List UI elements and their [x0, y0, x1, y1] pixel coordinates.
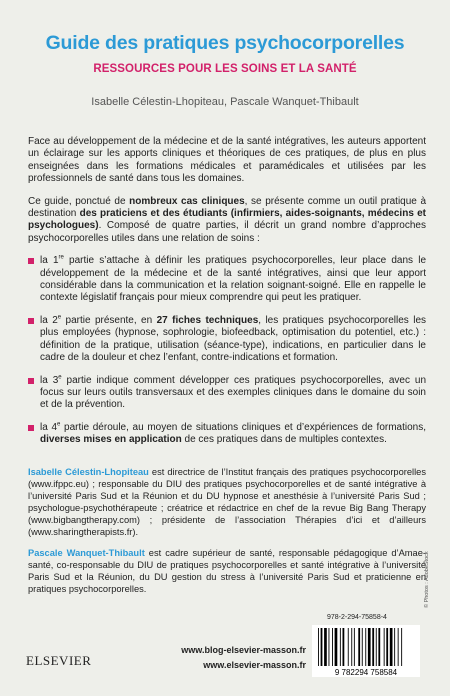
- barcode-image: [312, 625, 420, 677]
- author-name-1: Isabelle Célestin-Lhopiteau: [28, 467, 149, 477]
- emphasis-audience: des praticiens et des étudiants (infirmiers, aides-soignants, médecins et psychologues): [28, 208, 426, 232]
- parts-list: [28, 255, 426, 446]
- barcode-digits: 9 782294 758584: [334, 668, 398, 677]
- book-subtitle: RESSOURCES POUR LES SOINS ET LA SANTÉ: [93, 63, 357, 75]
- list-item-part-4: la 4e partie déroule, au moyen de situations cliniques et d’expériences de formations, diverses mises en application de ces pratiques dans de multiples contextes.: [28, 422, 426, 447]
- isbn-number: 978-2-294-75858-4: [327, 614, 387, 621]
- bio-wanquet: Pascale Wanquet-Thibault est cadre supérieur de santé, responsable pédagogique d’Amae-santé, co-responsable du DIU de pratiques psychocorporelles et santé intégrative à l’université Paris Sud et la Réunion, du DU gestion du stress à l’université Paris Sud et praticienne en pratiques psychocorporelles.: [28, 548, 426, 594]
- list-item-part-2: la 2e partie présente, en 27 fiches techniques, les pratiques psychocorporelles les plus employées (hypnose, sophrologie, biofeedback, optimisation du potentiel, etc.) : définition de la pratique, utilisation (séance-type), indications, en particulier dans le cadre de la douleur et chez l’enfant, contre-indications et formation.: [28, 315, 426, 365]
- guide-paragraph: Ce guide, ponctué de nombreux cas cliniques, se présente comme un outil pratique à destination des praticiens et des étudiants (infirmiers, aides-soignants, médecins et psychologues). Composé de quatre parties, il décrit un grand nombre d’approches psychocorporelles utiles dans une relation de soins :: [28, 195, 427, 244]
- photo-credit: © Photos : AdobeStock: [424, 551, 430, 608]
- author-bios: [28, 466, 426, 604]
- emphasis-applications: diverses mises en application: [40, 434, 182, 446]
- book-title: Guide des pratiques psychocorporelles: [45, 32, 405, 54]
- author-name-2: Pascale Wanquet-Thibault: [28, 548, 145, 558]
- emphasis-fiches: 27 fiches techniques: [156, 314, 259, 326]
- list-item-part-1: la 1re partie s’attache à définir les pratiques psychocorporelles, leur place dans le développement de la médecine et de la santé intégratives, ainsi que leur apport considérable dans la communication et la relation soignant-soigné. Elle en rappelle le contexte législatif français pour mieux comprendre qui peut les pratiquer.: [28, 255, 426, 305]
- bio-celestin: Isabelle Célestin-Lhopiteau est directrice de l’Institut français des pratiques psychocorporelles (www.ifppc.eu) ; responsable du DIU des pratiques psychocorporelles et de santé intégrative à l’université Paris Sud et la Réunion et du DU hypnose et anesthésie à l’université Paris Sud ; psychologue-psychothérapeute ; créatrice et rédactrice en chef de la revue Big Bang Therapy (www.bigbangtherapy.com) ; présidente de l’association Thérapies d’ici et d’ailleurs (www.sharingtherapists.fr).: [28, 467, 426, 537]
- website-link-blog[interactable]: www.blog-elsevier-masson.fr: [181, 645, 306, 655]
- description: [28, 136, 426, 457]
- list-item-part-3: la 3e partie indique comment développer ces pratiques psychocorporelles, avec un focus sur leurs outils transversaux et des exemples cliniques dans le domaine du soin et de la prévention.: [28, 375, 426, 412]
- publisher-logo: ELSEVIER: [26, 653, 92, 668]
- intro-paragraph: Face au développement de la médecine et de la santé intégratives, les auteurs apportent un éclairage sur les apports cliniques et théoriques de ces pratiques, de plus en plus enseignées dans les formations médicales et paramédicales et utilisées par les professionnels de santé dans tous les domaines.: [28, 136, 426, 185]
- emphasis-cases: nombreux cas cliniques: [129, 195, 245, 207]
- website-link-main[interactable]: www.elsevier-masson.fr: [203, 660, 306, 670]
- book-authors: Isabelle Célestin-Lhopiteau, Pascale Wanquet-Thibault: [91, 96, 359, 108]
